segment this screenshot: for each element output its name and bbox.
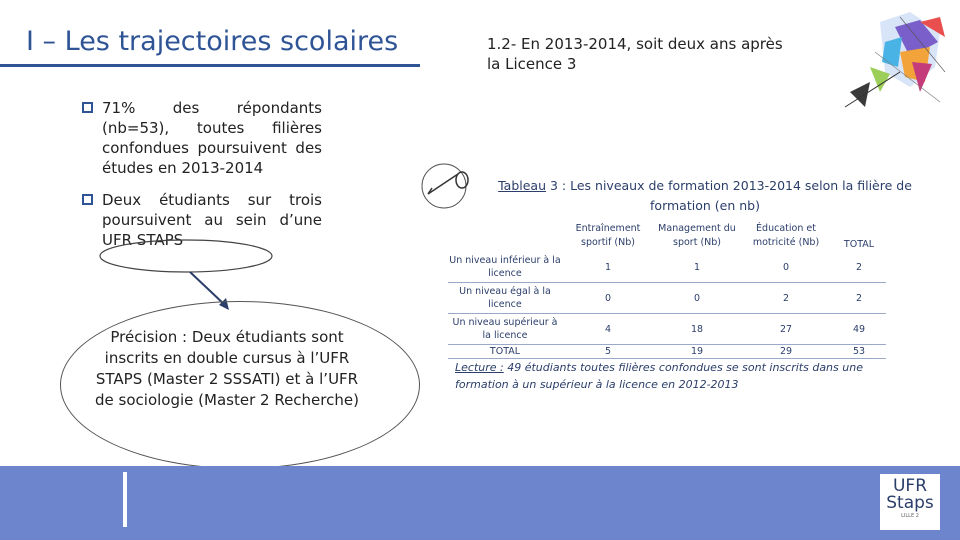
table-cell: 1	[654, 252, 740, 283]
table-note	[455, 359, 905, 393]
logo-line-3: LILLE 2	[901, 513, 919, 519]
table-row	[448, 283, 886, 314]
table-header-cell	[448, 220, 562, 252]
table-cell: 4	[562, 314, 654, 345]
table-row-header: Un niveau supérieur à la licence	[448, 314, 562, 345]
table-cell: 0	[740, 252, 832, 283]
table-total-row	[448, 345, 886, 359]
table-cell: 49	[832, 314, 886, 345]
table-cell: 2	[740, 283, 832, 314]
ufr-staps-logo	[880, 474, 940, 530]
bullet-text: Deux étudiants sur trois poursuivent au sein d’une UFR STAPS	[102, 191, 322, 249]
caption-text: 3 : Les niveaux de formation 2013-2014 selon la filière de formation (en nb)	[546, 178, 912, 213]
note-label: Lecture :	[455, 361, 504, 374]
logo-line-1: UFR	[892, 476, 928, 496]
bullet-text: 71% des répondants (nb=53), toutes filières confondues poursuivent des études en 2013-2014	[102, 99, 322, 177]
subtitle-line-1: 1.2- En 2013-2014, soit deux ans après	[487, 35, 783, 53]
note-text: 49 étudiants toutes filières confondues se sont inscrits dans une formation à un supérieur à la licence en 2012-2013	[455, 361, 863, 391]
subtitle-line-2: la Licence 3	[487, 55, 577, 73]
table-cell: 1	[562, 252, 654, 283]
table-cell: 0	[562, 283, 654, 314]
table-row	[448, 252, 886, 283]
table-header-row	[448, 220, 886, 252]
footer-band	[0, 466, 960, 540]
table-header-cell: Éducation et motricité (Nb)	[752, 223, 820, 248]
footer-divider	[123, 472, 127, 527]
table-cell: 18	[654, 314, 740, 345]
table-cell: 53	[832, 345, 886, 359]
table-header-cell: TOTAL	[843, 239, 875, 250]
table-cell: 29	[740, 345, 832, 359]
table-caption	[470, 176, 940, 216]
precision-text: Précision : Deux étudiants sont inscrits en double cursus à l’UFR STAPS (Master 2 SSSATI) et à l’UFR de sociologie (Master 2 Recherche)	[95, 328, 359, 409]
table-cell: 0	[654, 283, 740, 314]
page-title: I – Les trajectoires scolaires	[26, 26, 399, 57]
caption-underlined: Tableau	[498, 178, 547, 193]
table-cell: 2	[832, 283, 886, 314]
table-cell: 5	[562, 345, 654, 359]
logo-line-2: Staps	[886, 493, 934, 513]
table-row-header: TOTAL	[448, 345, 562, 359]
table-row-header: Un niveau inférieur à la licence	[448, 252, 562, 283]
compass-icon	[418, 160, 474, 212]
data-table	[448, 220, 886, 359]
table-cell: 27	[740, 314, 832, 345]
table-header-cell: Entraînement sportif (Nb)	[575, 223, 641, 248]
table-row-header: Un niveau égal à la licence	[448, 283, 562, 314]
table-row	[448, 314, 886, 345]
table-cell: 2	[832, 252, 886, 283]
table-cell: 19	[654, 345, 740, 359]
table-header-cell: Management du sport (Nb)	[658, 223, 736, 248]
